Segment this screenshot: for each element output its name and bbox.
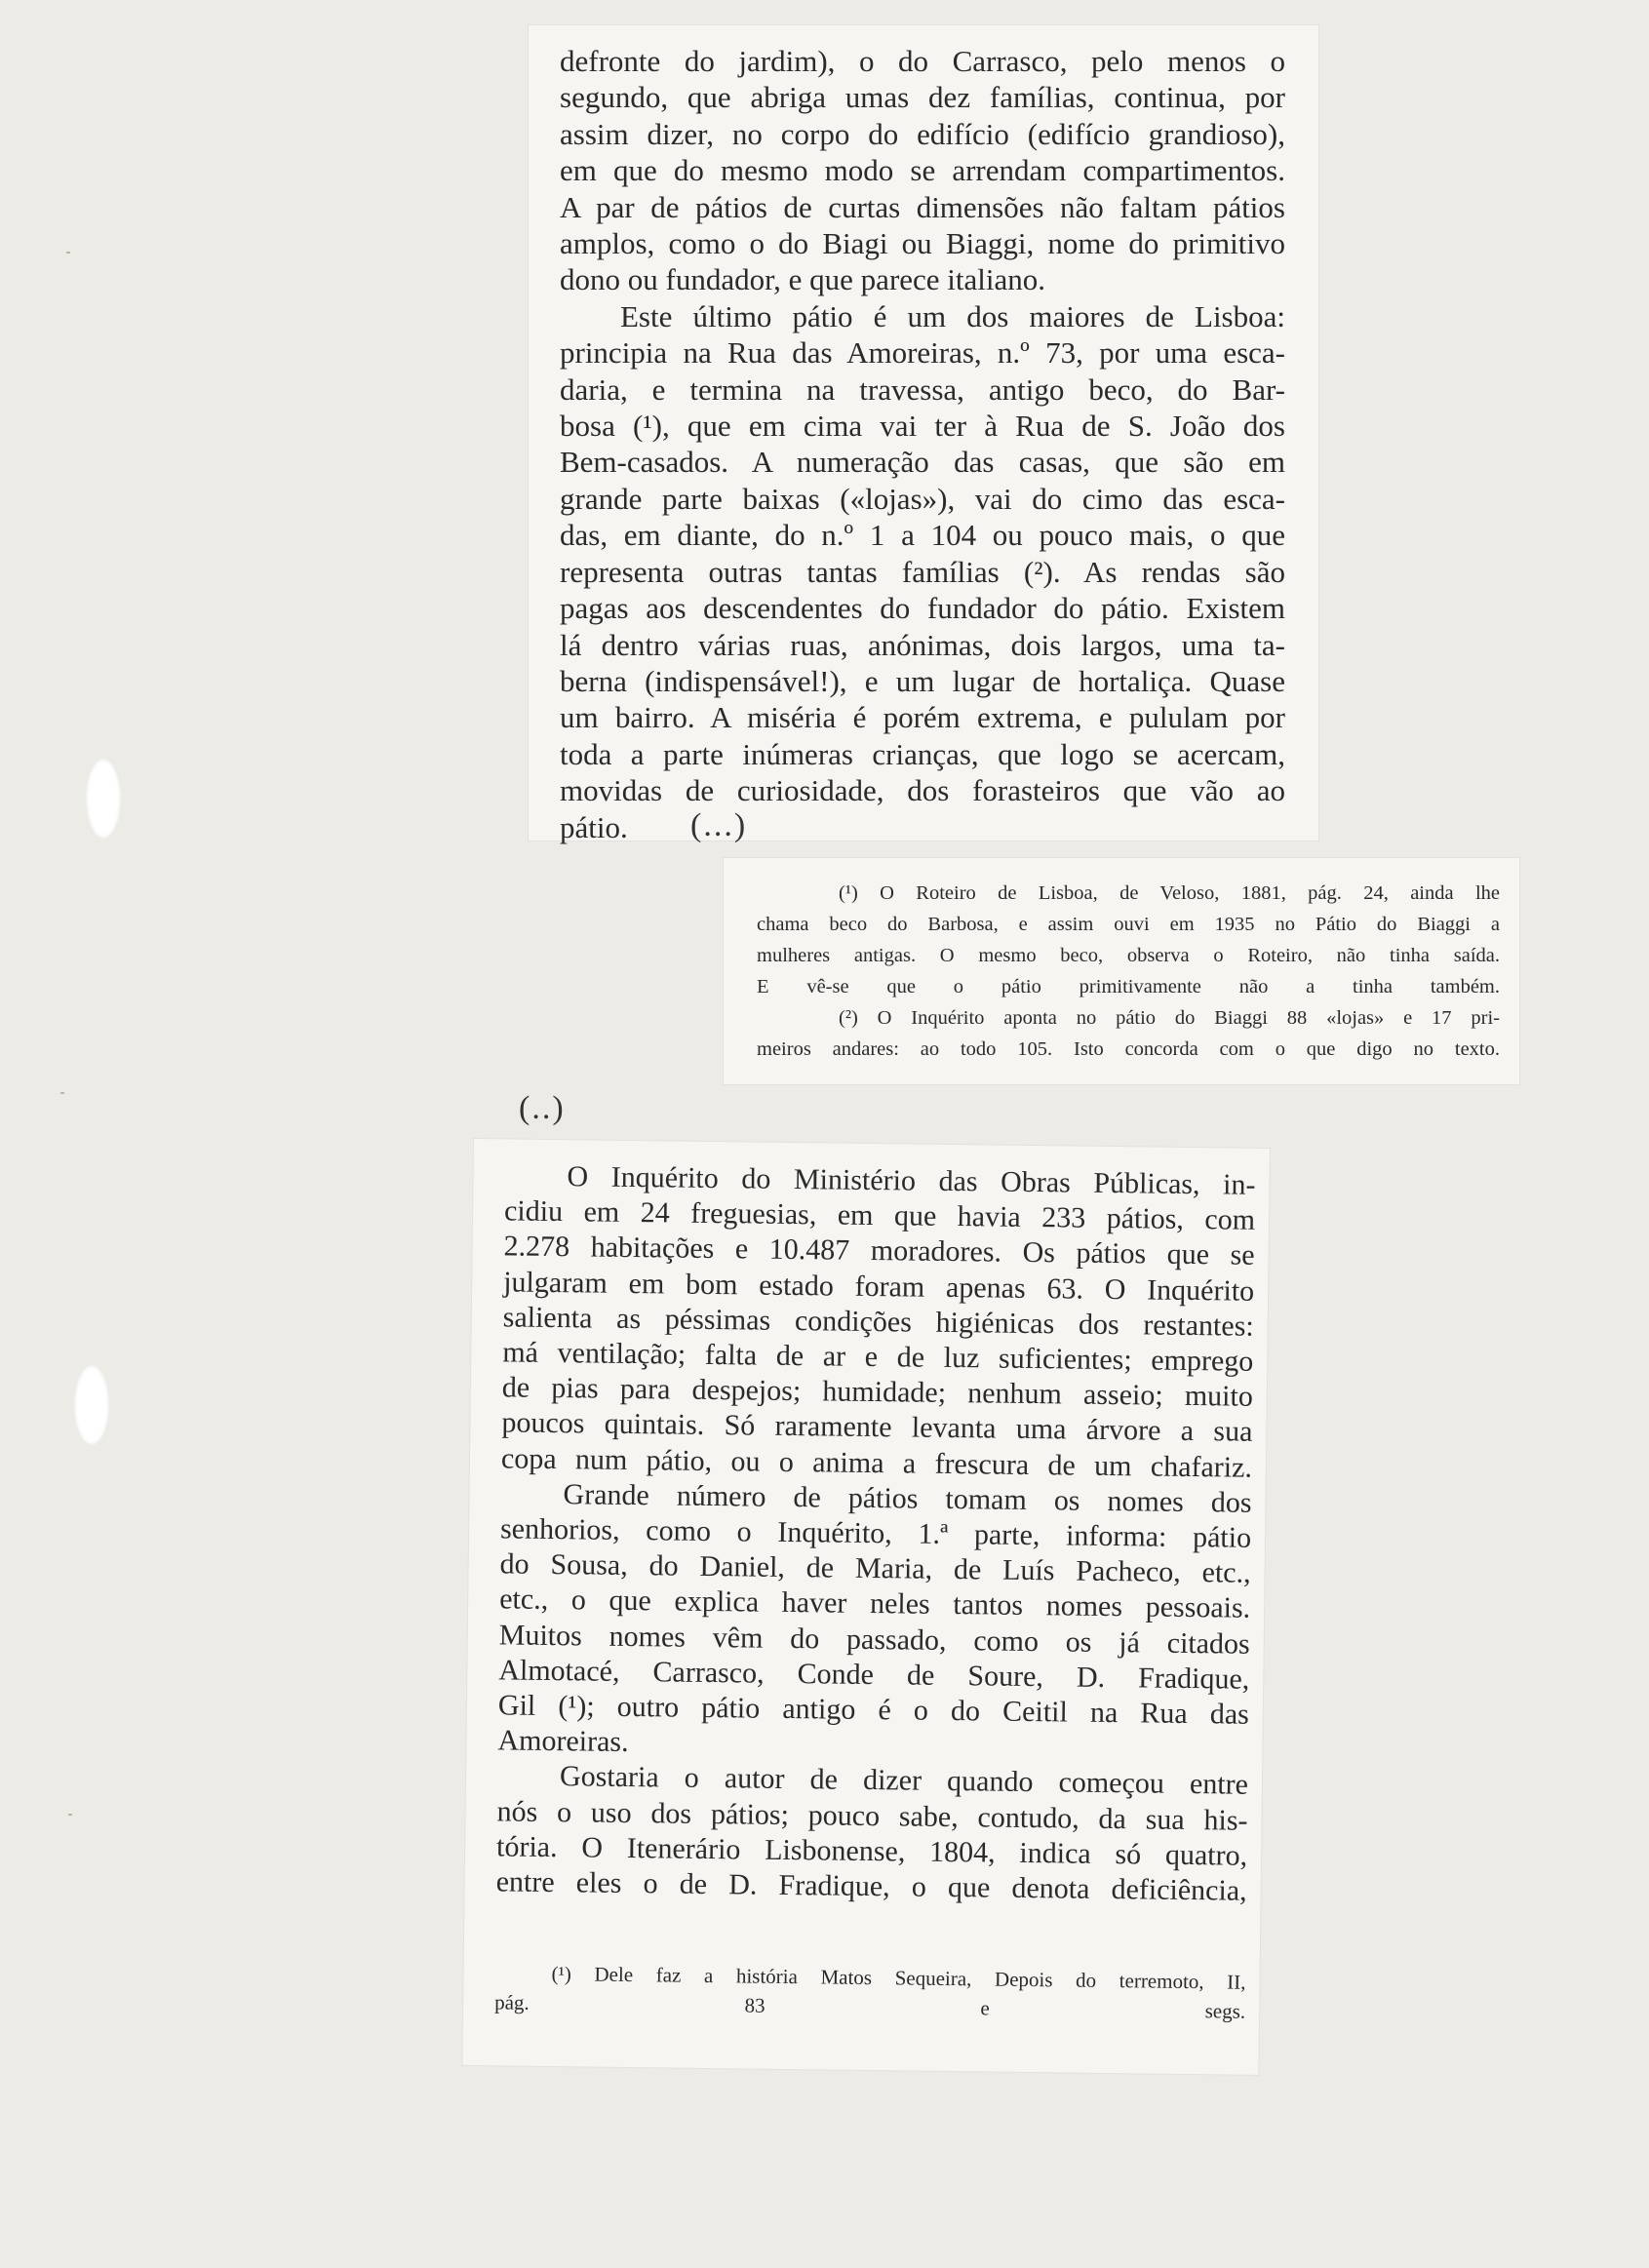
- text-line: representa outras tantas famílias (²). As rendas são: [560, 554, 1285, 589]
- punch-hole: [74, 1365, 109, 1445]
- text-line: entre eles o de D. Fradique, o que denota deficiência,: [495, 1865, 1247, 1907]
- text-line: bosa (¹), que em cima vai ter à Rua de S. João dos: [560, 409, 1285, 444]
- text-line: Muitos nomes vêm do passado, como os já citados: [498, 1618, 1250, 1661]
- second-text-clipping: [462, 1139, 1270, 2075]
- text-line: Gil (¹); outro pátio antigo é o do Ceitil na Rua das: [497, 1689, 1250, 1731]
- footnote-line: (¹) O Roteiro de Lisboa, de Veloso, 1881, pág. 24, ainda lhe: [839, 882, 1500, 904]
- footnote-line: mulheres antigas. O mesmo beco, observa o Roteiro, não tinha saída.: [757, 945, 1500, 966]
- text-line: amplos, como o do Biagi ou Biaggi, nome do primitivo: [560, 226, 1285, 261]
- text-line: tória. O Itenerário Lisbonense, 1804, indica só quatro,: [495, 1830, 1248, 1872]
- text-line: em que do mesmo modo se arrendam compartimentos.: [560, 153, 1285, 188]
- text-line: movidas de curiosidade, dos forasteiros que vão ao: [560, 773, 1285, 808]
- dust-speck: [66, 252, 70, 254]
- text-line: defronte do jardim), o do Carrasco, pelo menos o: [560, 44, 1285, 78]
- footnote-line: meiros andares: ao todo 105. Isto concorda com o que digo no texto.: [757, 1038, 1500, 1060]
- footnote-line: pág. 83 e segs.: [494, 1990, 1246, 2023]
- text-line: daria, e termina na travessa, antigo beco, do Bar-: [560, 371, 1285, 407]
- text-line: cidiu em 24 freguesias, em que havia 233 pátios, com: [503, 1194, 1256, 1236]
- text-line: segundo, que abriga umas dez famílias, continua, por: [560, 80, 1285, 115]
- handwritten-ellipsis: (..): [519, 1090, 566, 1126]
- text-line: um bairro. A miséria é porém extrema, e pululam por: [560, 700, 1285, 735]
- text-line: assim dizer, no corpo do edifício (edifício grandioso),: [560, 116, 1285, 151]
- text-line: má ventilação; falta de ar e de luz suficientes; emprego: [502, 1336, 1254, 1378]
- text-line: de pias para despejos; humidade; nenhum asseio; muito: [501, 1371, 1254, 1413]
- text-line: principia na Rua das Amoreiras, n.º 73, por uma esca-: [560, 335, 1285, 371]
- text-line: poucos quintais. Só raramente levanta uma árvore a sua: [501, 1406, 1253, 1449]
- text-line: Grande número de pátios tomam os nomes dos: [563, 1477, 1252, 1519]
- text-line: lá dentro várias ruas, anónimas, dois largos, uma ta-: [560, 627, 1285, 662]
- text-line: grande parte baixas («lojas»), vai do cimo das esca-: [560, 481, 1285, 516]
- text-line: senhorios, como o Inquérito, 1.ª parte, informa: pátio: [499, 1512, 1252, 1554]
- main-text-clipping: [529, 25, 1318, 844]
- punch-hole: [86, 759, 121, 839]
- main-paragraph: [529, 25, 1285, 845]
- text-line: pagas aos descendentes do fundador do pátio. Existem: [560, 591, 1285, 626]
- footnote-line: E vê-se que o pátio primitivamente não a tinha também.: [757, 976, 1500, 997]
- footnote-clipping: [724, 858, 1519, 1084]
- text-line: O Inquérito do Ministério das Obras Públicas, in-: [567, 1160, 1256, 1201]
- text-line: copa num pátio, ou o anima a frescura de um chafariz.: [500, 1441, 1253, 1484]
- text-line: Gostaria o autor de dizer quando começou entre: [559, 1760, 1249, 1802]
- second-paragraphs: [464, 1139, 1255, 1909]
- footnote-line: (²) O Inquérito aponta no pátio do Biaggi 88 «lojas» e 17 pri-: [839, 1007, 1500, 1029]
- second-footnote: [463, 1899, 1246, 2026]
- text-line: 2.278 habitações e 10.487 moradores. Os pátios que se: [503, 1230, 1255, 1272]
- footnote-line: chama beco do Barbosa, e assim ouvi em 1935 no Pátio do Biaggi a: [757, 914, 1500, 935]
- text-line: pátio.: [560, 809, 628, 844]
- text-line: Bem-casados. A numeração das casas, que são em: [560, 445, 1285, 480]
- text-line: julgaram em bom estado foram apenas 63. O Inquérito: [503, 1265, 1255, 1308]
- text-line: Amoreiras.: [497, 1724, 629, 1759]
- dust-speck: [68, 1814, 72, 1816]
- text-line: Almotacé, Carrasco, Conde de Soure, D. Fradique,: [498, 1654, 1250, 1696]
- handwritten-ellipsis: (...): [690, 807, 748, 843]
- text-line: do Sousa, do Daniel, de Maria, de Luís Pacheco, etc.,: [499, 1547, 1251, 1589]
- text-line: nós o uso dos pátios; pouco sabe, contudo, da sua his-: [496, 1794, 1248, 1837]
- text-line: salienta as péssimas condições higiénicas dos restantes:: [502, 1301, 1254, 1343]
- text-line: etc., o que explica haver neles tantos nomes pessoais.: [499, 1583, 1251, 1625]
- text-line: toda a parte inúmeras crianças, que logo se acercam,: [560, 736, 1285, 771]
- text-line: Este último pátio é um dos maiores de Lisboa:: [620, 298, 1285, 333]
- footnote-line: (¹) Dele faz a história Matos Sequeira, Depois do terremoto, II,: [551, 1962, 1246, 1994]
- text-line: dono ou fundador, e que parece italiano.: [560, 262, 1046, 297]
- footnote-block: [724, 858, 1500, 1065]
- dust-speck: [60, 1092, 64, 1094]
- text-line: das, em diante, do n.º 1 a 104 ou pouco mais, o que: [560, 518, 1285, 553]
- text-line: berna (indispensável!), e um lugar de hortaliça. Quase: [560, 663, 1285, 698]
- text-line: A par de pátios de curtas dimensões não faltam pátios: [560, 189, 1285, 224]
